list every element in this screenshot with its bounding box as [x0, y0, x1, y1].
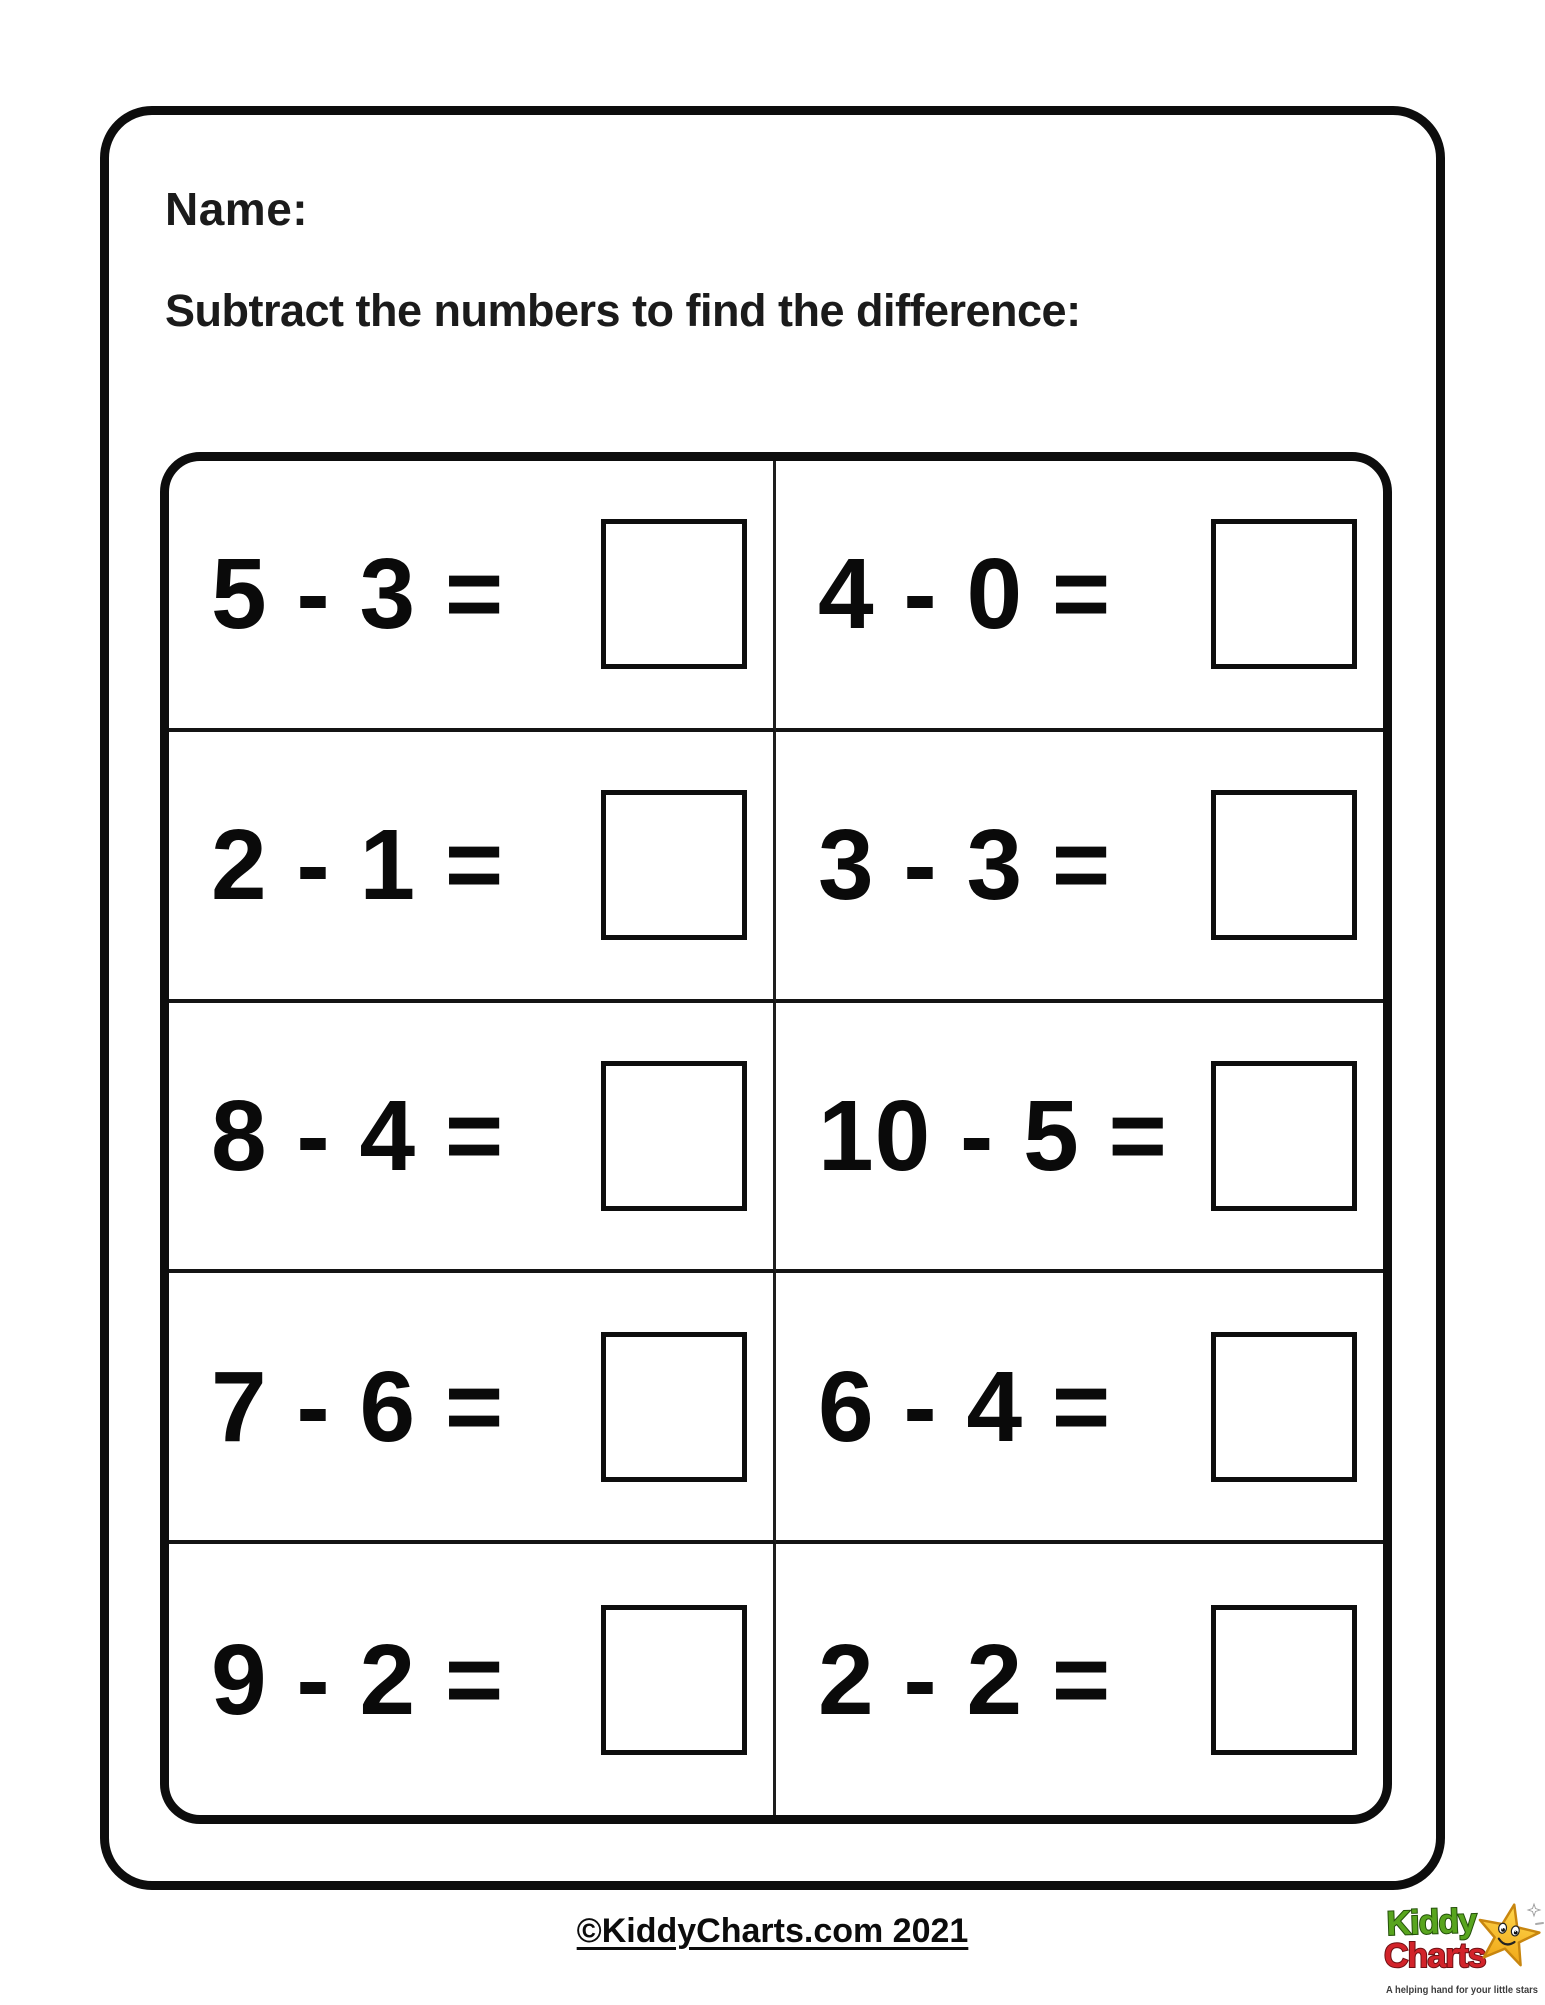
logo-tagline: A helping hand for your little stars	[1386, 1985, 1539, 1996]
equation-text: 2 - 1 =	[211, 809, 505, 922]
equation-text: 9 - 2 =	[211, 1623, 505, 1736]
equation-text: 6 - 4 =	[818, 1350, 1112, 1463]
equation-text: 8 - 4 =	[211, 1079, 505, 1192]
equation-text: 10 - 5 =	[818, 1079, 1168, 1192]
answer-box[interactable]	[1211, 519, 1357, 669]
kiddycharts-logo-graphic	[1384, 1900, 1545, 2000]
problem-cell	[776, 1003, 1383, 1274]
answer-box[interactable]	[601, 790, 747, 940]
equation-text: 3 - 3 =	[818, 809, 1112, 922]
problem-cell	[776, 461, 1383, 732]
equation-text: 7 - 6 =	[211, 1350, 505, 1463]
instruction-text: Subtract the numbers to find the difference:	[165, 285, 1081, 336]
problem-cell	[169, 461, 776, 732]
logo-word-kiddy: Kiddy	[1385, 1901, 1477, 1943]
logo-word-charts: Charts	[1384, 1937, 1486, 1975]
answer-box[interactable]	[601, 519, 747, 669]
sparkle-icon	[1528, 1904, 1543, 1924]
answer-box[interactable]	[1211, 790, 1357, 940]
answer-box[interactable]	[1211, 1332, 1357, 1482]
equation-text: 2 - 2 =	[818, 1623, 1112, 1736]
problem-cell	[169, 1003, 776, 1274]
answer-box[interactable]	[601, 1605, 747, 1755]
problem-cell	[169, 732, 776, 1003]
problem-cell	[776, 1544, 1383, 1815]
problems-grid	[160, 452, 1392, 1824]
problem-cell	[776, 732, 1383, 1003]
answer-box[interactable]	[601, 1332, 747, 1482]
answer-box[interactable]	[1211, 1061, 1357, 1211]
answer-box[interactable]	[601, 1061, 747, 1211]
equation-text: 5 - 3 =	[211, 538, 505, 651]
equation-text: 4 - 0 =	[818, 538, 1112, 651]
name-label: Name:	[165, 183, 309, 235]
kiddycharts-logo	[1384, 1900, 1545, 2000]
answer-box[interactable]	[1211, 1605, 1357, 1755]
copyright-link[interactable]: ©KiddyCharts.com 2021	[576, 1912, 969, 1950]
problem-cell	[169, 1544, 776, 1815]
problem-cell	[776, 1273, 1383, 1544]
problem-cell	[169, 1273, 776, 1544]
